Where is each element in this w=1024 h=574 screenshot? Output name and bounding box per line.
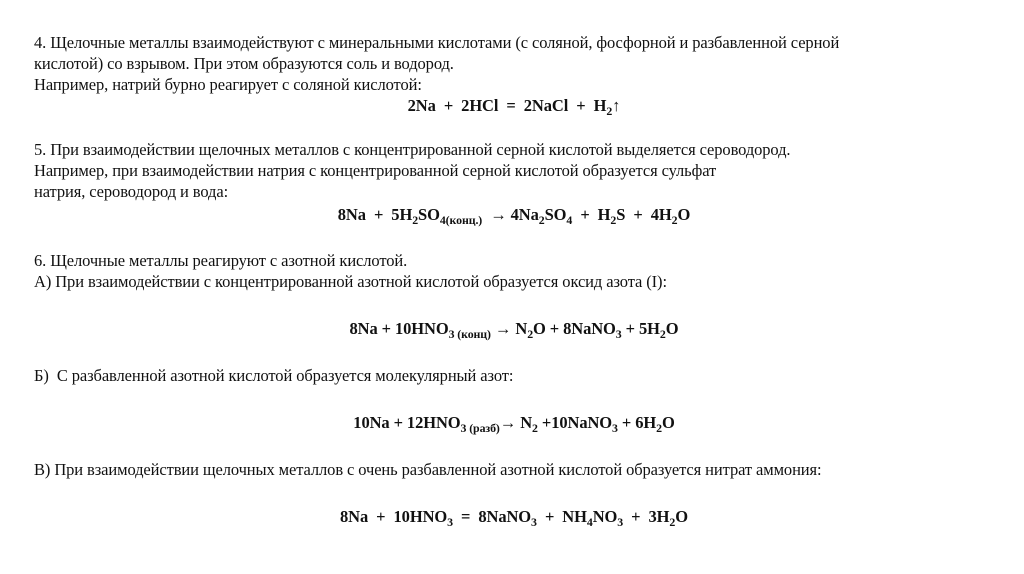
eq-sub: 2: [671, 213, 678, 228]
equation-na-hcl: [34, 95, 994, 119]
eq-sub: 4(конц.): [439, 213, 483, 228]
eq-sub: 4: [586, 515, 593, 530]
eq-sub: 4: [566, 213, 573, 228]
gas-arrow: ↑: [612, 96, 621, 115]
eq-part: O: [665, 319, 679, 338]
equation-na-hno3-very-dilute: [34, 506, 994, 530]
equation-na-h2so4: [34, 204, 994, 228]
eq-part: = 8NaNO: [452, 507, 532, 526]
eq-part: S + 4H: [616, 205, 672, 224]
eq-sub: 2: [656, 421, 662, 436]
eq-part: 8Na + 10HNO: [340, 507, 448, 526]
section6-line-a: А) При взаимодействии с концентрированной азотной кислотой образуется оксид азота (I):: [34, 272, 667, 291]
eq-part: +10NaNO: [537, 413, 613, 432]
section6-line-b: Б) С разбавленной азотной кислотой образуется молекулярный азот:: [34, 366, 514, 385]
eq-sub: 3: [447, 515, 453, 530]
eq-part: SO: [418, 205, 440, 224]
eq-part: → 4Na: [482, 205, 539, 224]
eq-sub: 2: [659, 327, 666, 342]
eq-part: 8Na + 10HNO: [349, 319, 449, 338]
equation-na-hno3-conc: [34, 318, 994, 342]
eq-sub: 2: [527, 327, 534, 342]
eq-sub: 3 (конц): [448, 327, 491, 342]
eq-part: O: [677, 205, 691, 224]
eq-part: + 3H: [623, 507, 670, 526]
eq-sub: 2: [610, 213, 617, 228]
eq-part: + NH: [536, 507, 587, 526]
eq-part: 2Na + 2HCl = 2NaCl + H: [407, 96, 607, 115]
section5-line3: натрия, сероводород и вода:: [34, 182, 229, 201]
section6-line-c: В) При взаимодействии щелочных металлов с очень разбавленной азотной кислотой образуется нитрат аммония:: [34, 460, 822, 479]
eq-part: → N: [490, 319, 528, 338]
section4-line1: 4. Щелочные металлы взаимодействуют с минеральными кислотами (с соляной, фосфорной и разбавленной серной: [34, 33, 840, 52]
eq-sub: 3: [531, 515, 537, 530]
eq-part: O: [661, 413, 675, 432]
section4-line2: кислотой) со взрывом. При этом образуются соль и водород.: [34, 54, 454, 73]
eq-part: → N: [499, 413, 533, 432]
document-page: [34, 32, 994, 530]
eq-part: + 6H: [617, 413, 657, 432]
eq-part: 8Na + 5H: [337, 205, 413, 224]
section4-line3: Например, натрий бурно реагирует с соляной кислотой:: [34, 75, 422, 94]
eq-part: O: [675, 507, 688, 526]
eq-sub: 2: [538, 213, 545, 228]
eq-part: SO: [544, 205, 567, 224]
section6-line1: 6. Щелочные металлы реагируют с азотной кислотой.: [34, 251, 408, 270]
eq-sub: 3: [615, 327, 622, 342]
eq-part: + H: [572, 205, 611, 224]
eq-sub: 3: [612, 421, 618, 436]
section5-line2: Например, при взаимодействии натрия с концентрированной серной кислотой образуется сульфат: [34, 161, 717, 180]
eq-part: O + 8NaNO: [533, 319, 616, 338]
section5-line1: 5. При взаимодействии щелочных металлов с концентрированной серной кислотой выделяется сероводород.: [34, 140, 791, 159]
eq-sub: 3: [617, 515, 624, 530]
eq-sub: 2: [532, 421, 538, 436]
eq-sub: 3 (разб): [460, 421, 500, 436]
eq-part: + 5H: [621, 319, 660, 338]
eq-part: NO: [592, 507, 618, 526]
eq-sub: 2: [606, 104, 613, 119]
eq-sub: 2: [669, 515, 676, 530]
eq-sub: 2: [412, 213, 419, 228]
equation-na-hno3-dilute: [34, 412, 994, 436]
eq-part: 10Na + 12HNO: [353, 413, 461, 432]
